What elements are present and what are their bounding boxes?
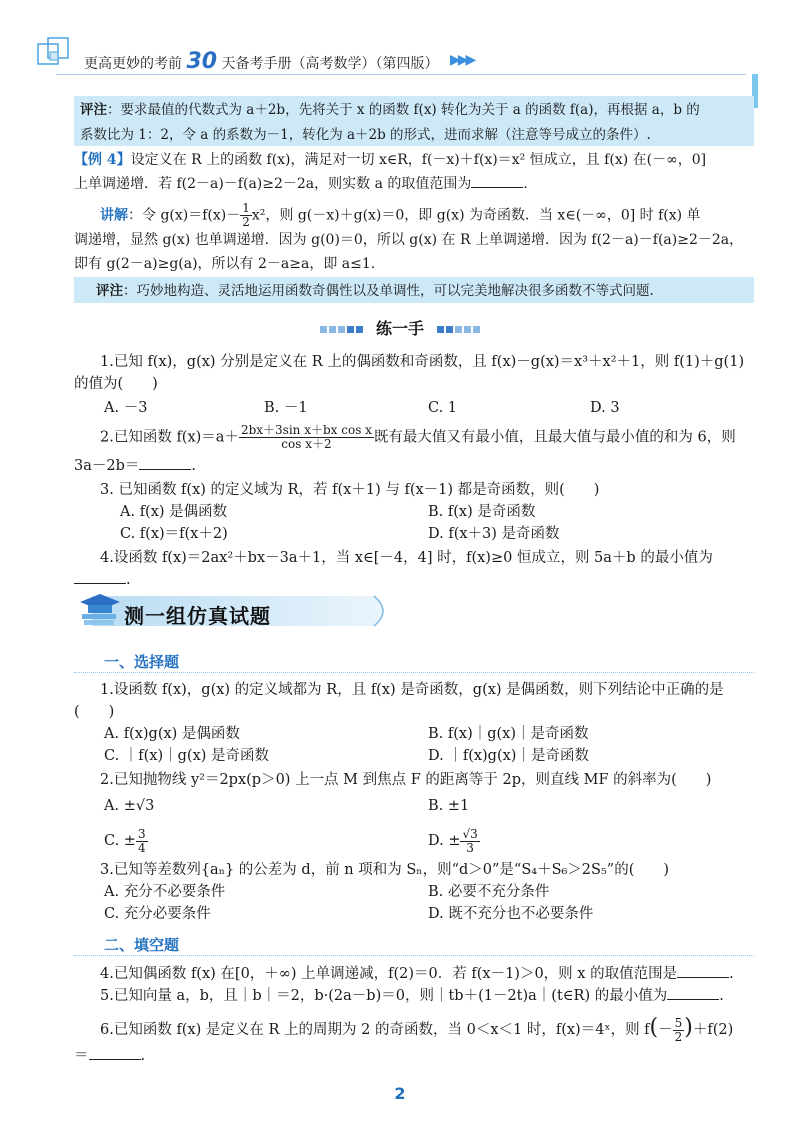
question-line: .: [74, 570, 131, 590]
fraction-denominator: 3: [466, 840, 474, 855]
option-c: C. f(x)＝f(x＋2): [120, 526, 228, 542]
question-text: ( ): [74, 704, 115, 720]
option-a: A. f(x)g(x) 是偶函数: [104, 726, 240, 742]
example-line: [74, 150, 706, 170]
fraction-denominator: 2: [674, 1029, 683, 1044]
question-text: 3. 已知函数 f(x) 的定义域为 R，若 f(x＋1) 与 f(x－1) 都是奇函数，则( ): [100, 482, 600, 498]
fraction-denominator: 2: [242, 215, 250, 229]
part-divider: [74, 955, 754, 956]
note-text-line: ：巧妙地构造、灵活地运用函数奇偶性以及单调性，可以完美地解决很多函数不等式问题.: [123, 283, 654, 299]
question-text: 5.已知向量 a，b，且｜b｜＝2，b·(2a－b)＝0，则｜tb＋(1－2t)a｜(t∈R) 的最小值为: [100, 988, 668, 1004]
square-icon: [356, 326, 363, 333]
option-c: [104, 826, 148, 856]
question-text: 2.已知函数 f(x)＝a＋: [100, 429, 239, 446]
solution-label: 讲解: [100, 207, 128, 224]
solution-text: ：令 g(x)＝f(x)－: [128, 207, 241, 224]
fraction-numerator: √3: [462, 826, 478, 841]
part-heading: 一、选择题: [104, 653, 180, 671]
fraction-numerator: 2bx＋3sin x＋bx cos x: [240, 423, 372, 437]
square-icon: [446, 326, 453, 333]
note-text-line: ：要求最值的代数式为 a＋2b，先将关于 x 的函数 f(x) 转化为关于 a 的函数 f(a)，再根据 a，b 的: [107, 102, 700, 118]
solution-text: 即有 g(2－a)≥g(a)，所以有 2－a≥a，即 a≤1.: [74, 256, 376, 272]
header-divider: [56, 74, 746, 75]
part-divider: [74, 672, 754, 673]
fraction: [136, 828, 148, 855]
question-line: 3a－2b＝ .: [74, 458, 196, 474]
option-text: D. ±: [428, 833, 461, 849]
option-c: C. ｜f(x)｜g(x) 是奇函数: [104, 748, 270, 764]
example-label: 【例 4】: [74, 152, 131, 168]
option-d: D. f(x＋3) 是奇函数: [428, 526, 560, 542]
practice-title: [0, 316, 800, 339]
paren-open: (: [649, 1015, 659, 1040]
question-text: 1.设函数 f(x)，g(x) 的定义域都为 R，且 f(x) 是奇函数，g(x) 是偶函数，则下列结论中正确的是: [100, 682, 724, 698]
question-text: 的值为( ): [74, 376, 158, 392]
example-text: 设定义在 R 上的函数 f(x)，满足对一切 x∈R，f(－x)＋f(x)＝x² 恒成立，且 f(x) 在(－∞，0]: [130, 152, 707, 168]
answer-blank: [667, 999, 719, 1000]
section-title: 测一组仿真试题: [124, 604, 271, 628]
fraction-numerator: 1: [242, 201, 250, 215]
option-d: D. 既不充分也不必要条件: [428, 906, 594, 922]
fraction: [460, 828, 479, 855]
option-b: B. －1: [264, 400, 308, 416]
square-icon: [320, 326, 327, 333]
header-title: [84, 49, 439, 74]
answer-blank: [139, 469, 191, 470]
example-text: 上单调递增．若 f(2－a)－f(a)≥2－2a，则实数 a 的取值范围为: [74, 176, 472, 192]
question-line: 4.已知偶函数 f(x) 在[0，＋∞) 上单调递减，f(2)＝0．若 f(x－1)＞0，则 x 的取值范围是 .: [100, 966, 734, 982]
note-text-line: 系数比为 1：2，令 a 的系数为－1，转化为 a＋2b 的形式，进而求解（注意等号成立的条件）.: [80, 127, 651, 143]
option-a: A. ±√3: [104, 798, 155, 814]
question-text: ＋f(2): [692, 1022, 734, 1038]
question-text: 4.已知偶函数 f(x) 在[0，＋∞) 上单调递减，f(2)＝0．若 f(x－1)＞0，则 x 的取值范围是: [100, 966, 678, 982]
example-line: 上单调递增．若 f(2－a)－f(a)≥2－2a，则实数 a 的取值范围为 .: [74, 176, 528, 192]
option-a: A. f(x) 是偶函数: [120, 504, 228, 520]
paren-close: ): [684, 1015, 693, 1040]
header-arrows-icon: ▶▶▶: [450, 52, 474, 68]
option-d: D. ｜f(x)g(x)｜是奇函数: [428, 748, 589, 764]
part-heading: 二、填空题: [104, 936, 180, 954]
fraction-denominator: 4: [137, 840, 146, 855]
header-suffix: 天备考手册（高考数学）（第四版）: [221, 56, 439, 72]
fraction: [239, 424, 374, 451]
practice-title-text: 练一手: [375, 319, 424, 338]
answer-blank: [471, 187, 523, 188]
square-icon: [455, 326, 462, 333]
square-icon: [464, 326, 471, 333]
square-icon: [473, 326, 480, 333]
answer-blank: [74, 583, 126, 584]
question-line: 6.已知函数 f(x) 是定义在 R 上的周期为 2 的奇函数，当 0＜x＜1 时，f(x)＝4ˣ，则 f(－ $\frac{5}{2}$ )＋f(2): [100, 1015, 734, 1044]
question-line: ＝ .: [74, 1048, 146, 1064]
question-text: 既有最大值又有最小值，且最大值与最小值的和为 6，则: [373, 429, 736, 446]
answer-blank: [89, 1059, 141, 1060]
question-text: 2.已知抛物线 y²＝2px(p＞0) 上一点 M 到焦点 F 的距离等于 2p，则直线 MF 的斜率为( ): [100, 772, 712, 788]
page-number: 2: [394, 1084, 406, 1103]
option-b: B. 必要不充分条件: [428, 884, 550, 900]
note-box-2: [74, 277, 754, 303]
option-b: B. f(x) 是奇函数: [428, 504, 536, 520]
option-a: A. －3: [104, 400, 148, 416]
option-a: A. 充分不必要条件: [104, 884, 226, 900]
question-text: 3.已知等差数列{aₙ} 的公差为 d，前 n 项和为 Sₙ，则“d＞0”是“S₄＋S₆＞2S₅”的( ): [100, 862, 670, 878]
fraction-denominator: cos x＋2: [281, 437, 332, 451]
note-box-1: [74, 96, 754, 146]
option-c: C. 充分必要条件: [104, 906, 211, 922]
square-icon: [338, 326, 345, 333]
solution-text: x²，则 g(－x)＋g(x)＝0，即 g(x) 为奇函数．当 x∈(－∞，0] 时 f(x) 单: [251, 207, 701, 224]
header-logo-icon: [36, 36, 72, 72]
header-number: 30: [186, 49, 218, 74]
fraction-numerator: 5: [674, 1015, 683, 1030]
header-prefix: 更高更妙的考前: [84, 56, 182, 72]
question-text: 3a－2b＝: [74, 458, 140, 474]
question-line: 5.已知向量 a，b，且｜b｜＝2，b·(2a－b)＝0，则｜tb＋(1－2t)a｜(t∈R) 的最小值为 .: [100, 988, 724, 1004]
option-d: [428, 826, 480, 856]
question-text: 1.已知 f(x)，g(x) 分别是定义在 R 上的偶函数和奇函数，且 f(x)－g(x)＝x³＋x²＋1，则 f(1)＋g(1): [100, 354, 745, 370]
answer-blank: [677, 977, 729, 978]
fraction: [673, 1017, 685, 1044]
solution-line: [100, 202, 701, 229]
option-b: B. f(x)｜g(x)｜是奇函数: [428, 726, 589, 742]
question-text: ＝: [74, 1048, 89, 1064]
fraction-numerator: 3: [137, 826, 146, 841]
note-label: 评注: [96, 283, 123, 299]
option-text: C. ±: [104, 833, 136, 849]
note-label: 评注: [80, 102, 107, 118]
option-b: B. ±1: [428, 798, 470, 814]
fraction: [240, 202, 252, 229]
square-icon: [347, 326, 354, 333]
square-icon: [437, 326, 444, 333]
option-d: D. 3: [590, 400, 620, 416]
question-line: [100, 424, 736, 451]
option-c: C. 1: [428, 400, 458, 416]
solution-text: 调递增，显然 g(x) 也单调递增．因为 g(0)＝0，所以 g(x) 在 R 上单调递增．因为 f(2－a)－f(a)≥2－2a，: [74, 232, 744, 248]
square-icon: [329, 326, 336, 333]
question-text: 4.设函数 f(x)＝2ax²＋bx－3a＋1，当 x∈[－4，4] 时，f(x)≥0 恒成立，则 5a＋b 的最小值为: [100, 550, 713, 566]
question-text: 6.已知函数 f(x) 是定义在 R 上的周期为 2 的奇函数，当 0＜x＜1 时，f(x)＝4ˣ，则 f: [100, 1022, 650, 1038]
